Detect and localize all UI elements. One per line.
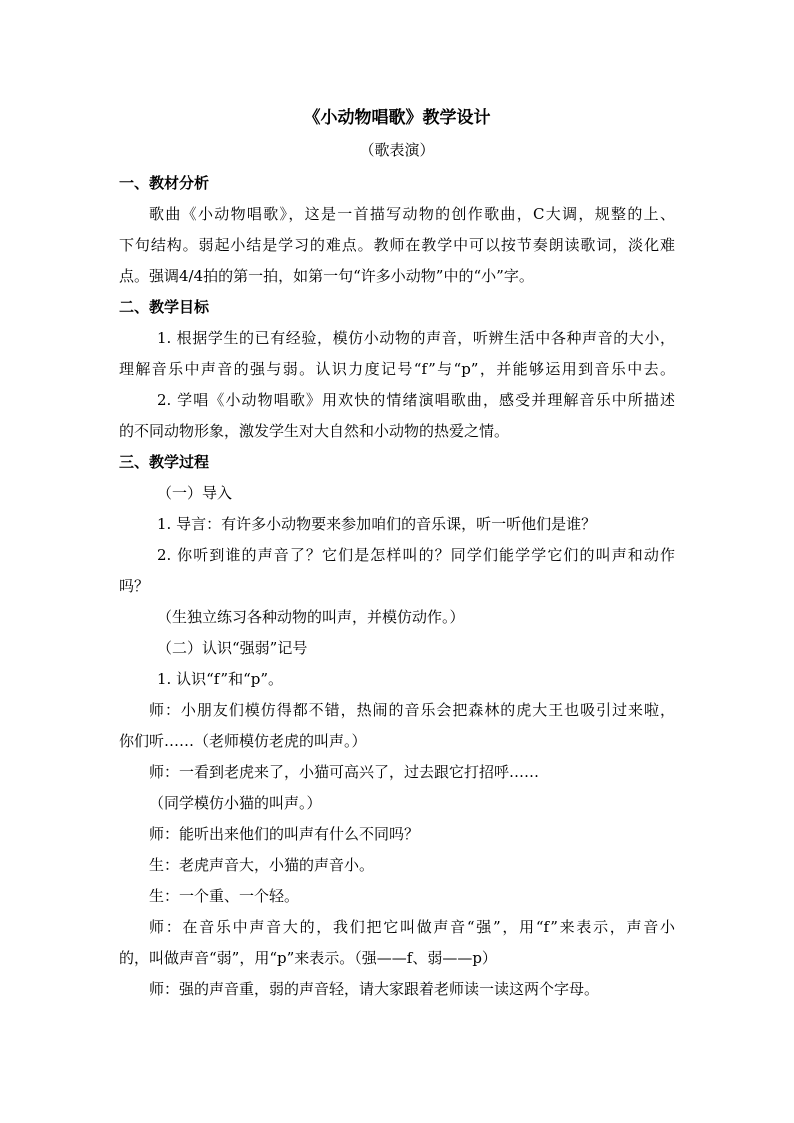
paragraph-line: 的，叫做声音“弱”，用“p”来表示。（强——f、弱——p） [119,949,497,967]
paragraph-line: 吗？ [119,577,150,595]
paragraph-line: 师：在音乐中声音大的，我们把它叫做声音“强”，用“f”来表示，声音小 [149,918,675,936]
subsection-heading-intro: （一）导入 [157,484,233,502]
paragraph-line: 1. 导言：有许多小动物要来参加咱们的音乐课，听一听他们是谁？ [157,515,597,533]
paragraph-line: 师：强的声音重，弱的声音轻，请大家跟着老师读一读这两个字母。 [149,980,600,998]
section-heading-goals: 二、教学目标 [119,298,210,316]
paragraph-line: 师：能听出来他们的叫声有什么不同吗？ [149,825,420,843]
paragraph-line: 生：一个重、一个轻。 [149,887,300,905]
section-heading-process: 三、教学过程 [119,453,210,471]
paragraph-line: 1. 根据学生的已有经验，模仿小动物的声音，听辨生活中各种声音的大小， [157,329,675,347]
paragraph-line: 2. 你听到谁的声音了？它们是怎样叫的？同学们能学学它们的叫声和动作 [157,546,675,564]
document-subtitle: （歌表演） [359,141,435,159]
document-page [119,100,675,1005]
paragraph-line: 师：小朋友们模仿得都不错，热闹的音乐会把森林的虎大王也吸引过来啦， [149,701,675,719]
document-title: 《小动物唱歌》教学设计 [303,108,491,128]
subsection-heading-dynamics: （二）认识“强弱”记号 [157,639,308,657]
paragraph-line: 的不同动物形象，激发学生对大自然和小动物的热爱之情。 [119,422,510,440]
section-heading-materials: 一、教材分析 [119,174,210,192]
paragraph-line: 下句结构。弱起小结是学习的难点。教师在教学中可以按节奏朗读歌词，淡化难 [119,236,675,254]
paragraph-line: 点。强调4/4拍的第一拍，如第一句“许多小动物”中的“小”字。 [119,267,534,285]
paragraph-line: 生：老虎声音大，小猫的声音小。 [149,856,375,874]
paragraph-line: 歌曲《小动物唱歌》，这是一首描写动物的创作歌曲，C大调，规整的上、 [149,205,675,223]
paragraph-line: （同学模仿小猫的叫声。） [149,794,322,812]
paragraph-line: 1. 认识“f”和“p”。 [157,670,284,688]
paragraph-line: 师：一看到老虎来了，小猫可高兴了，过去跟它打招呼…… [149,763,540,781]
paragraph-line: （生独立练习各种动物的叫声，并模仿动作。） [157,608,465,626]
paragraph-line: 你们听……（老师模仿老虎的叫声。） [119,732,367,750]
paragraph-line: 理解音乐中声音的强与弱。认识力度记号“f”与“p”，并能够运用到音乐中去。 [119,360,675,378]
paragraph-line: 2. 学唱《小动物唱歌》用欢快的情绪演唱歌曲，感受并理解音乐中所描述 [157,391,675,409]
